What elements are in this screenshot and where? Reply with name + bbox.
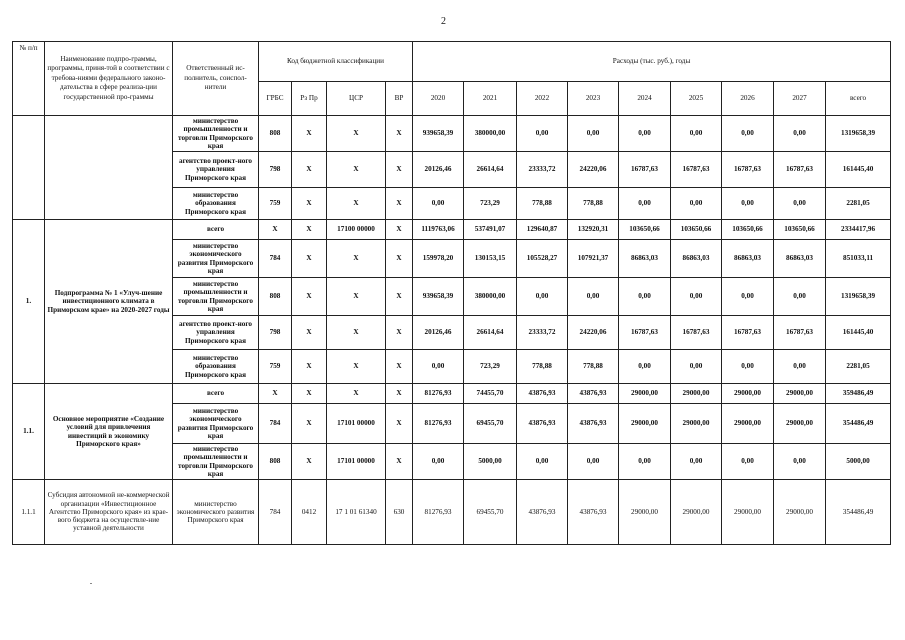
csr-code: X xyxy=(327,278,386,316)
expense-2025: 29000,00 xyxy=(671,384,722,404)
expense-2027: 16787,63 xyxy=(774,316,826,350)
expense-2022: 105528,27 xyxy=(517,240,568,278)
rzpr-code: X xyxy=(292,152,327,188)
expense-2020: 0,00 xyxy=(413,444,464,480)
expense-2021: 130153,15 xyxy=(464,240,517,278)
expense-2027: 29000,00 xyxy=(774,384,826,404)
col-2022: 2022 xyxy=(517,82,568,116)
grbs-code: 798 xyxy=(259,152,292,188)
csr-code: 17100 00000 xyxy=(327,220,386,240)
row-number: 1.1. xyxy=(13,384,45,480)
table-row xyxy=(13,384,891,404)
col-total: всего xyxy=(826,82,891,116)
expense-2023: 778,88 xyxy=(568,350,619,384)
expense-2024: 29000,00 xyxy=(619,480,671,545)
program-name: Основное мероприятие «Создание условий для привлечения инвестиций в экономику Приморского края» xyxy=(45,384,173,480)
row-number: 1. xyxy=(13,220,45,384)
expense-2026: 16787,63 xyxy=(722,316,774,350)
rzpr-code: X xyxy=(292,220,327,240)
expense-2022: 43876,93 xyxy=(517,384,568,404)
col-vr: ВР xyxy=(386,82,413,116)
rzpr-code: X xyxy=(292,350,327,384)
header-expenses: Расходы (тыс. руб.), годы xyxy=(413,42,891,82)
expense-2022: 0,00 xyxy=(517,444,568,480)
expense-2023: 43876,93 xyxy=(568,384,619,404)
vr-code: X xyxy=(386,278,413,316)
rzpr-code: X xyxy=(292,384,327,404)
expense-2020: 20126,46 xyxy=(413,316,464,350)
grbs-code: X xyxy=(259,220,292,240)
expense-total: 5000,00 xyxy=(826,444,891,480)
expense-2020: 0,00 xyxy=(413,188,464,220)
expense-2026: 29000,00 xyxy=(722,480,774,545)
expense-2024: 0,00 xyxy=(619,350,671,384)
program-name: Субсидия автономной не-коммерческой организации «Инвестиционное Агентство Приморского края» из крае-вого бюджета на осуществле-ние уставной деятельности xyxy=(45,480,173,545)
csr-code: X xyxy=(327,152,386,188)
expense-2020: 159978,20 xyxy=(413,240,464,278)
col-rzpr: Рз Пр xyxy=(292,82,327,116)
header-kbk: Код бюджетной классификации xyxy=(259,42,413,82)
expense-2026: 16787,63 xyxy=(722,152,774,188)
expense-2020: 81276,93 xyxy=(413,384,464,404)
csr-code: X xyxy=(327,188,386,220)
expense-2024: 86863,03 xyxy=(619,240,671,278)
expense-2026: 0,00 xyxy=(722,188,774,220)
expense-2021: 74455,70 xyxy=(464,384,517,404)
expense-2023: 132920,31 xyxy=(568,220,619,240)
vr-code: X xyxy=(386,152,413,188)
program-name: Подпрограмма № 1 «Улуч-шение инвестиционного климата в Приморском крае» на 2020-2027 годы xyxy=(45,220,173,384)
expense-2021: 5000,00 xyxy=(464,444,517,480)
col-grbs: ГРБС xyxy=(259,82,292,116)
vr-code: 630 xyxy=(386,480,413,545)
expense-2025: 0,00 xyxy=(671,188,722,220)
col-2020: 2020 xyxy=(413,82,464,116)
expense-2021: 723,29 xyxy=(464,188,517,220)
expense-total: 2334417,96 xyxy=(826,220,891,240)
expense-2025: 103650,66 xyxy=(671,220,722,240)
expense-2021: 69455,70 xyxy=(464,404,517,444)
expense-2027: 0,00 xyxy=(774,188,826,220)
row-number: 1.1.1 xyxy=(13,480,45,545)
page-number: 2 xyxy=(441,16,446,27)
expense-2025: 16787,63 xyxy=(671,316,722,350)
expense-2026: 0,00 xyxy=(722,278,774,316)
expense-2023: 24220,06 xyxy=(568,152,619,188)
vr-code: X xyxy=(386,316,413,350)
rzpr-code: X xyxy=(292,278,327,316)
grbs-code: 784 xyxy=(259,480,292,545)
scan-mark xyxy=(90,583,92,584)
responsible-executor: министерство экономического развития Приморского края xyxy=(173,480,259,545)
rzpr-code: X xyxy=(292,116,327,152)
expense-2021: 69455,70 xyxy=(464,480,517,545)
csr-code: X xyxy=(327,116,386,152)
expense-2025: 29000,00 xyxy=(671,404,722,444)
responsible-executor: министерство образования Приморского края xyxy=(173,350,259,384)
responsible-executor: министерство промышленности и торговли Приморского края xyxy=(173,116,259,152)
responsible-executor: министерство промышленности и торговли Приморского края xyxy=(173,444,259,480)
expense-2027: 0,00 xyxy=(774,444,826,480)
grbs-code: 808 xyxy=(259,116,292,152)
grbs-code: 808 xyxy=(259,444,292,480)
csr-code: X xyxy=(327,240,386,278)
expense-2024: 0,00 xyxy=(619,444,671,480)
expense-2022: 778,88 xyxy=(517,188,568,220)
program-name xyxy=(45,116,173,220)
expense-total: 1319658,39 xyxy=(826,278,891,316)
expense-2022: 23333,72 xyxy=(517,316,568,350)
expense-2026: 29000,00 xyxy=(722,404,774,444)
expense-total: 2281,05 xyxy=(826,350,891,384)
expense-2022: 778,88 xyxy=(517,350,568,384)
expense-2024: 16787,63 xyxy=(619,316,671,350)
expense-2020: 20126,46 xyxy=(413,152,464,188)
col-2026: 2026 xyxy=(722,82,774,116)
expense-2020: 939658,39 xyxy=(413,116,464,152)
expense-2022: 43876,93 xyxy=(517,480,568,545)
csr-code: X xyxy=(327,384,386,404)
expense-2025: 16787,63 xyxy=(671,152,722,188)
csr-code: X xyxy=(327,316,386,350)
expense-2023: 778,88 xyxy=(568,188,619,220)
vr-code: X xyxy=(386,350,413,384)
expense-total: 354486,49 xyxy=(826,480,891,545)
expense-2024: 16787,63 xyxy=(619,152,671,188)
expense-total: 354486,49 xyxy=(826,404,891,444)
expense-total: 2281,05 xyxy=(826,188,891,220)
expense-2022: 23333,72 xyxy=(517,152,568,188)
rzpr-code: X xyxy=(292,188,327,220)
expense-2026: 0,00 xyxy=(722,116,774,152)
expense-2022: 129640,87 xyxy=(517,220,568,240)
table-row xyxy=(13,220,891,240)
header-name: Наименование подпро-граммы, программы, приня-той в соответствии с требова-ниями федерального законо-дательства в сфере реализа-ции государственной про-граммы xyxy=(45,42,173,116)
expense-2020: 0,00 xyxy=(413,350,464,384)
expense-2026: 86863,03 xyxy=(722,240,774,278)
expense-2022: 0,00 xyxy=(517,278,568,316)
col-2023: 2023 xyxy=(568,82,619,116)
expense-2023: 0,00 xyxy=(568,278,619,316)
expense-2021: 537491,07 xyxy=(464,220,517,240)
table-row xyxy=(13,116,891,152)
expense-2023: 107921,37 xyxy=(568,240,619,278)
vr-code: X xyxy=(386,188,413,220)
col-2021: 2021 xyxy=(464,82,517,116)
expense-2024: 0,00 xyxy=(619,278,671,316)
expense-2021: 26614,64 xyxy=(464,152,517,188)
grbs-code: 798 xyxy=(259,316,292,350)
responsible-executor: министерство экономического развития Приморского края xyxy=(173,240,259,278)
expense-2027: 29000,00 xyxy=(774,404,826,444)
expense-2027: 16787,63 xyxy=(774,152,826,188)
rzpr-code: X xyxy=(292,240,327,278)
vr-code: X xyxy=(386,240,413,278)
expense-2024: 29000,00 xyxy=(619,384,671,404)
expense-2023: 0,00 xyxy=(568,116,619,152)
expense-2025: 86863,03 xyxy=(671,240,722,278)
vr-code: X xyxy=(386,384,413,404)
expense-2027: 86863,03 xyxy=(774,240,826,278)
expense-2027: 29000,00 xyxy=(774,480,826,545)
expense-2025: 29000,00 xyxy=(671,480,722,545)
rzpr-code: X xyxy=(292,444,327,480)
vr-code: X xyxy=(386,404,413,444)
expense-2023: 24220,06 xyxy=(568,316,619,350)
expense-2026: 103650,66 xyxy=(722,220,774,240)
vr-code: X xyxy=(386,444,413,480)
expense-2021: 723,29 xyxy=(464,350,517,384)
grbs-code: 759 xyxy=(259,350,292,384)
expense-2021: 380000,00 xyxy=(464,278,517,316)
expense-2026: 29000,00 xyxy=(722,384,774,404)
expense-2026: 0,00 xyxy=(722,350,774,384)
responsible-executor: министерство образования Приморского края xyxy=(173,188,259,220)
expense-2027: 0,00 xyxy=(774,278,826,316)
responsible-executor: всего xyxy=(173,384,259,404)
responsible-executor: агентство проект-ного управления Приморского края xyxy=(173,316,259,350)
row-number xyxy=(13,116,45,220)
expense-2024: 29000,00 xyxy=(619,404,671,444)
csr-code: 17101 00000 xyxy=(327,404,386,444)
responsible-executor: министерство экономического развития Приморского края xyxy=(173,404,259,444)
expense-2024: 0,00 xyxy=(619,116,671,152)
expense-total: 161445,40 xyxy=(826,152,891,188)
col-2024: 2024 xyxy=(619,82,671,116)
expense-2024: 103650,66 xyxy=(619,220,671,240)
expense-2025: 0,00 xyxy=(671,350,722,384)
expense-2025: 0,00 xyxy=(671,116,722,152)
expense-2022: 43876,93 xyxy=(517,404,568,444)
expense-2027: 103650,66 xyxy=(774,220,826,240)
grbs-code: 759 xyxy=(259,188,292,220)
expense-2020: 81276,93 xyxy=(413,480,464,545)
grbs-code: 784 xyxy=(259,240,292,278)
responsible-executor: агентство проект-ного управления Приморского края xyxy=(173,152,259,188)
expense-2022: 0,00 xyxy=(517,116,568,152)
col-2027: 2027 xyxy=(774,82,826,116)
expense-total: 1319658,39 xyxy=(826,116,891,152)
csr-code: 17 1 01 61340 xyxy=(327,480,386,545)
rzpr-code: X xyxy=(292,316,327,350)
expense-2021: 380000,00 xyxy=(464,116,517,152)
grbs-code: 784 xyxy=(259,404,292,444)
expense-total: 359486,49 xyxy=(826,384,891,404)
expense-2024: 0,00 xyxy=(619,188,671,220)
csr-code: X xyxy=(327,350,386,384)
header-responsible: Ответственный ис-полнитель, соиспол-нители xyxy=(173,42,259,116)
table-row xyxy=(13,480,891,545)
expense-2021: 26614,64 xyxy=(464,316,517,350)
expense-2023: 0,00 xyxy=(568,444,619,480)
vr-code: X xyxy=(386,220,413,240)
expense-2023: 43876,93 xyxy=(568,480,619,545)
grbs-code: X xyxy=(259,384,292,404)
expense-2027: 0,00 xyxy=(774,350,826,384)
budget-table xyxy=(12,41,891,545)
expense-2020: 939658,39 xyxy=(413,278,464,316)
expense-2020: 81276,93 xyxy=(413,404,464,444)
header-num: № п/п xyxy=(13,42,45,116)
rzpr-code: 0412 xyxy=(292,480,327,545)
csr-code: 17101 00000 xyxy=(327,444,386,480)
expense-2027: 0,00 xyxy=(774,116,826,152)
expense-2025: 0,00 xyxy=(671,278,722,316)
col-csr: ЦСР xyxy=(327,82,386,116)
expense-2026: 0,00 xyxy=(722,444,774,480)
responsible-executor: всего xyxy=(173,220,259,240)
rzpr-code: X xyxy=(292,404,327,444)
expense-total: 161445,40 xyxy=(826,316,891,350)
expense-2025: 0,00 xyxy=(671,444,722,480)
expense-total: 851033,11 xyxy=(826,240,891,278)
responsible-executor: министерство промышленности и торговли Приморского края xyxy=(173,278,259,316)
vr-code: X xyxy=(386,116,413,152)
expense-2020: 1119763,06 xyxy=(413,220,464,240)
grbs-code: 808 xyxy=(259,278,292,316)
expense-2023: 43876,93 xyxy=(568,404,619,444)
col-2025: 2025 xyxy=(671,82,722,116)
